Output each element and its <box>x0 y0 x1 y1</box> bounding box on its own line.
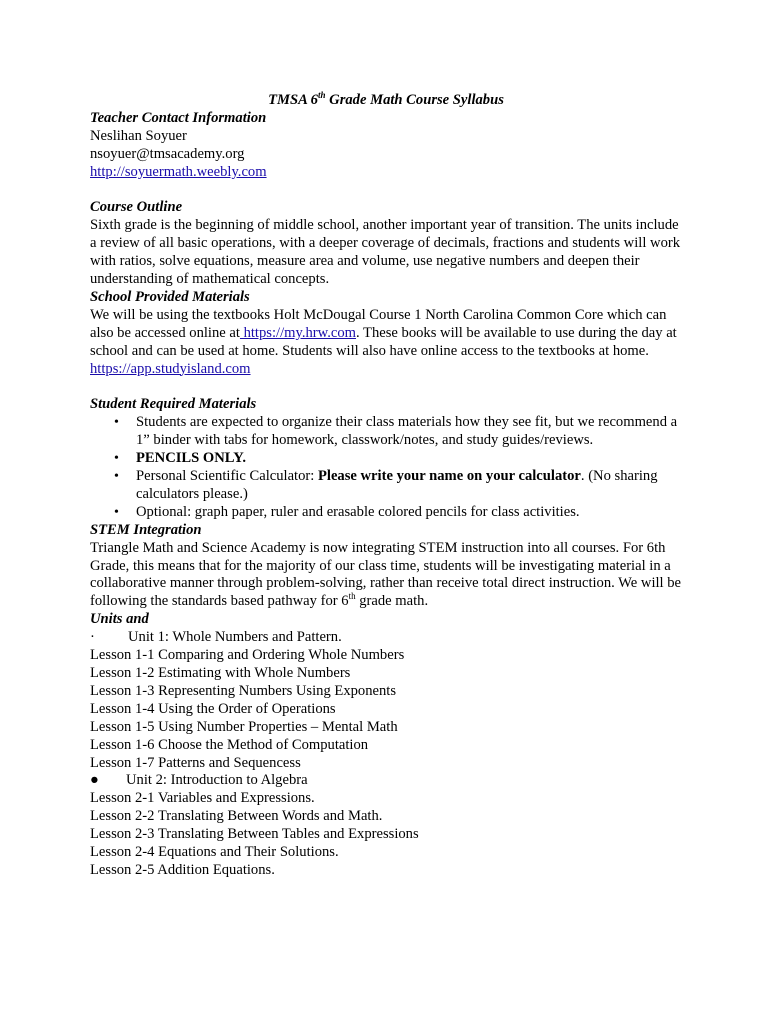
bullet-icon: · <box>90 629 95 646</box>
bullet-icon: ● <box>90 772 99 789</box>
title-prefix: TMSA 6 <box>268 92 318 108</box>
stem-heading: STEM Integration <box>90 521 202 538</box>
materials-text <box>90 307 682 361</box>
bullet-icon: • <box>114 469 119 484</box>
list-item-bold-text: Please write your name on your calculator <box>317 468 581 484</box>
document-title <box>90 92 682 110</box>
teacher-email: nsoyuer@tmsacademy.org <box>90 145 245 162</box>
lesson-item: Lesson 1-1 Comparing and Ordering Whole Numbers <box>90 647 405 664</box>
spacer <box>90 182 682 200</box>
studyisland-link[interactable]: https://app.studyisland.com <box>90 360 251 377</box>
hrw-link[interactable]: https://my.hrw.com <box>239 324 357 341</box>
list-item <box>114 503 682 522</box>
list-item-text: Students are expected to organize their class materials how they see fit, but we recommend a 1” binder with tabs for homework, classwork/notes, and study guides/reviews. <box>136 414 678 449</box>
spacer <box>90 378 682 396</box>
lesson-item: Lesson 1-6 Choose the Method of Computation <box>90 736 369 753</box>
required-heading: Student Required Materials <box>90 396 257 413</box>
unit-2-title <box>90 772 682 790</box>
unit-1-lessons <box>90 647 682 772</box>
stem-superscript: th <box>348 591 356 602</box>
teacher-name: Neslihan Soyuer <box>90 127 187 144</box>
list-item-text: PENCILS ONLY. <box>136 450 247 467</box>
stem-text-after: grade math. <box>355 593 429 610</box>
lesson-item: Lesson 1-3 Representing Numbers Using Exponents <box>90 682 397 699</box>
materials-text-after: . These books will be available to use during the day at school and can be used at home. Students will also have online access to the textbooks at home. <box>90 324 677 359</box>
list-item-text: . (No sharing calculators please.) <box>136 468 658 502</box>
lesson-item: Lesson 1-2 Estimating with Whole Numbers <box>90 664 351 681</box>
list-item <box>114 450 682 468</box>
list-item <box>114 468 682 504</box>
outline-text: Sixth grade is the beginning of middle school, another important year of transition. The units include a review of all basic operations, with a deeper coverage of decimals, fractions and students will work with ratios, solve equations, measure area and volume, use negative numbers and deepen their understanding of mathematical concepts. <box>90 217 681 288</box>
lesson-item: Lesson 2-5 Addition Equations. <box>90 861 275 878</box>
lesson-item: Lesson 2-4 Equations and Their Solutions. <box>90 844 339 861</box>
unit-1-title <box>90 629 682 647</box>
contact-heading: Teacher Contact Information <box>90 109 267 126</box>
bullet-icon: • <box>114 415 119 431</box>
list-item-text: Optional: graph paper, ruler and erasable colored pencils for class activities. <box>136 503 580 520</box>
bullet-icon: • <box>114 504 119 520</box>
outline-heading: Course Outline <box>90 199 183 216</box>
lesson-item: Lesson 2-2 Translating Between Words and Math. <box>90 808 383 825</box>
unit-1-label: Unit 1: Whole Numbers and Pattern. <box>128 629 342 646</box>
list-item <box>114 414 682 450</box>
lesson-item: Lesson 1-5 Using Number Properties – Mental Math <box>90 718 398 735</box>
unit-2-label: Unit 2: Introduction to Algebra <box>126 772 308 789</box>
bullet-icon: • <box>114 451 119 467</box>
required-list <box>90 414 682 521</box>
lesson-item: Lesson 2-3 Translating Between Tables and Expressions <box>90 826 419 843</box>
stem-text <box>90 540 682 612</box>
list-item-text: Personal Scientific Calculator: <box>136 468 318 484</box>
materials-heading: School Provided Materials <box>90 288 250 305</box>
title-superscript: th <box>317 90 326 101</box>
materials-text-before: We will be using the textbooks Holt McDougal Course 1 North Carolina Common Core which can also be accessed online at <box>90 306 667 341</box>
unit-2-lessons <box>90 790 682 880</box>
title-suffix: Grade Math Course Syllabus <box>325 92 504 108</box>
lesson-item: Lesson 1-7 Patterns and Sequencess <box>90 754 301 771</box>
teacher-website-link[interactable]: http://soyuermath.weebly.com <box>90 163 267 180</box>
stem-text-before: Triangle Math and Science Academy is now integrating STEM instruction into all courses. For 6th Grade, this means that for the majority of our class time, students will be investigating material in a collaborative manner through problem-solving, rather than receive total direct instruction. We will be following the standards based pathway for 6 <box>90 539 682 610</box>
lesson-item: Lesson 1-4 Using the Order of Operations <box>90 700 336 717</box>
lesson-item: Lesson 2-1 Variables and Expressions. <box>90 790 315 807</box>
units-heading: Units and <box>90 611 149 628</box>
